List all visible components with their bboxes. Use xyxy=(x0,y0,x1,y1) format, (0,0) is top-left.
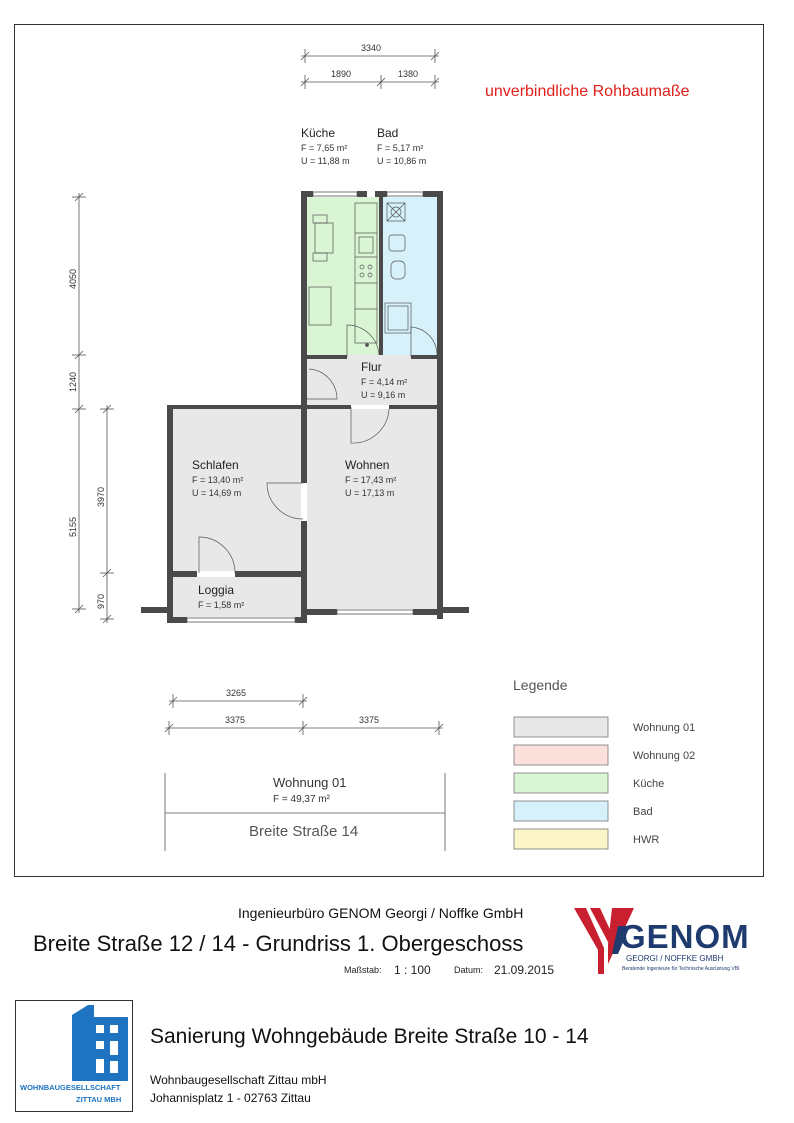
room-name-hall: Flur xyxy=(361,360,382,374)
legend-label-bath: Bad xyxy=(633,806,653,818)
dim-left-bedroom: 3970 xyxy=(96,486,106,507)
client-logo-line1: WOHNBAUGESELLSCHAFT xyxy=(20,1083,121,1092)
dim-left-total: 5155 xyxy=(68,516,78,537)
room-perimeter-hall: U = 9,16 m xyxy=(361,390,406,400)
legend-label-apartment-02: Wohnung 02 xyxy=(633,750,696,762)
project-title: Sanierung Wohngebäude Breite Straße 10 - 14 xyxy=(150,1025,589,1048)
date-label: Datum: xyxy=(454,965,484,975)
room-perimeter-bath: U = 10,86 m xyxy=(377,156,427,166)
date-value: 21.09.2015 xyxy=(494,963,555,977)
dim-bottom-bedroom: 3265 xyxy=(226,688,247,698)
legend-title: Legende xyxy=(513,677,568,693)
floor-plan-svg xyxy=(15,25,765,878)
dim-left-hall: 1240 xyxy=(68,371,78,392)
company-name: Ingenieurbüro GENOM Georgi / Noffke GmbH xyxy=(238,905,524,921)
legend-swatch-bath xyxy=(514,801,608,821)
room-perimeter-bedroom: U = 14,69 m xyxy=(192,488,242,498)
dim-top-left: 1890 xyxy=(331,69,352,79)
dim-top-right: 1380 xyxy=(398,69,419,79)
client-address: Johannisplatz 1 - 02763 Zittau xyxy=(150,1091,311,1105)
room-loggia-fill xyxy=(173,577,301,617)
room-perimeter-living: U = 17,13 m xyxy=(345,488,395,498)
room-name-bedroom: Schlafen xyxy=(192,458,239,472)
drawing-frame xyxy=(14,24,764,877)
genom-logo xyxy=(572,904,762,982)
dim-left-loggia: 970 xyxy=(96,593,106,609)
legend-swatch-apartment-02 xyxy=(514,745,608,765)
scale-label: Maßstab: xyxy=(344,965,382,975)
legend-swatch-kitchen xyxy=(514,773,608,793)
dimension-left xyxy=(72,193,114,623)
client-logo-line2: ZITTAU MBH xyxy=(76,1095,122,1104)
dim-left-kitchen: 4050 xyxy=(68,268,78,289)
dim-top-total: 3340 xyxy=(361,43,382,53)
room-area-loggia: F = 1,58 m² xyxy=(198,600,245,610)
legend-swatch-hwr xyxy=(514,829,608,849)
drawing-title: Breite Straße 12 / 14 - Grundriss 1. Obergeschoss xyxy=(33,931,524,956)
room-name-kitchen: Küche xyxy=(301,126,336,140)
genom-logo-tagline: Beratende Ingenieure für Technische Ausrüstung VBI xyxy=(622,966,740,972)
room-area-bedroom: F = 13,40 m² xyxy=(192,475,244,485)
unit-name: Wohnung 01 xyxy=(273,775,347,790)
client-name: Wohnbaugesellschaft Zittau mbH xyxy=(150,1073,327,1087)
room-area-kitchen: F = 7,65 m² xyxy=(301,143,348,153)
dimension-bottom xyxy=(165,694,443,735)
legend-label-hwr: HWR xyxy=(633,834,660,846)
room-area-hall: F = 4,14 m² xyxy=(361,377,408,387)
legend-label-kitchen: Küche xyxy=(633,778,665,790)
room-name-living: Wohnen xyxy=(345,458,390,472)
room-area-living: F = 17,43 m² xyxy=(345,475,397,485)
dim-bottom-right: 3375 xyxy=(359,715,380,725)
note-text: unverbindliche Rohbaumaße xyxy=(485,83,690,100)
unit-street: Breite Straße 14 xyxy=(249,823,359,840)
client-logo-box xyxy=(15,1000,133,1112)
scale-value: 1 : 100 xyxy=(394,963,431,977)
room-perimeter-kitchen: U = 11,88 m xyxy=(301,156,350,166)
room-area-bath: F = 5,17 m² xyxy=(377,143,424,153)
room-name-loggia: Loggia xyxy=(198,583,235,597)
dimension-top xyxy=(301,49,439,89)
unit-area: F = 49,37 m² xyxy=(273,794,330,805)
legend-label-apartment-01: Wohnung 01 xyxy=(633,722,696,734)
room-name-bath: Bad xyxy=(377,126,399,140)
legend-swatch-apartment-01 xyxy=(514,717,608,737)
legend-swatches xyxy=(514,717,608,849)
genom-logo-sub: GEORGI / NOFFKE GMBH xyxy=(626,954,724,963)
room-living-fill xyxy=(307,409,437,609)
dim-bottom-left: 3375 xyxy=(225,715,246,725)
genom-logo-name: GENOM xyxy=(620,918,750,955)
